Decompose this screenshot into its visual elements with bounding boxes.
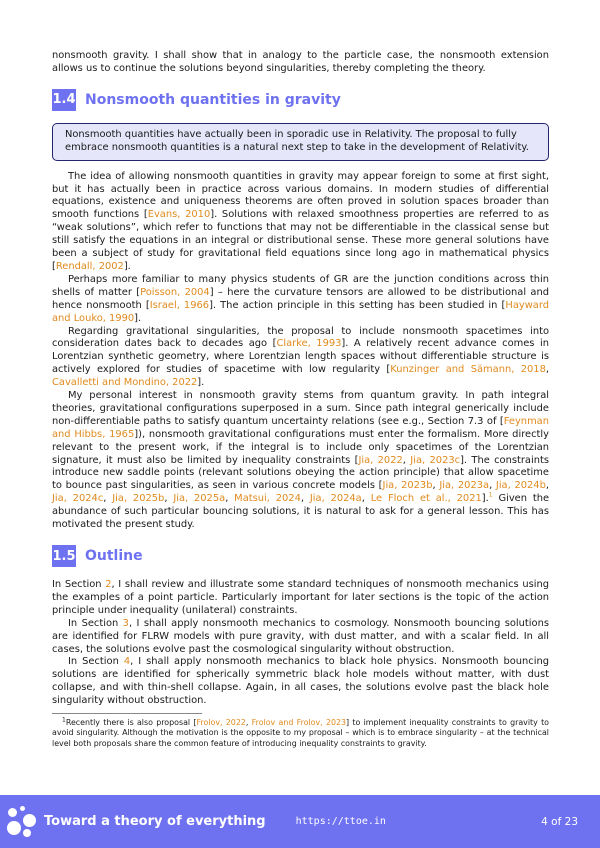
intro-paragraph: nonsmooth gravity. I shall show that in analogy to the particle case, the nonsmooth extension allows us to continue the solutions beyond singularities, thereby completing the theory. xyxy=(52,50,549,74)
outline-paragraph-section-4: In Section 4, I shall apply nonsmooth mechanics to black hole physics. Nonsmooth bouncing solutions are identified for spherically symmetric black hole models without matter, with dust collapse, and with thin-shell collapse. Again, in all cases, the solutions evolve past the black hole singularity without obstruction. xyxy=(52,656,550,707)
callout-text: Nonsmooth quantities have actually been in sporadic use in Relativity. The proposal to fully embrace nonsmooth quantities is a natural next step to take in the development of Relativity. xyxy=(65,128,529,153)
paragraph-singularities: Regarding gravitational singularities, the proposal to include nonsmooth spacetimes into consideration dates back to decades ago [Clarke, 1993]. A relatively recent advance comes in Lorentzian synthetic geometry, where Lorentzian length spaces without differentiable structure is actively explored for studies of spacetime with low regularity [Kunzinger and Sämann, 2018, Cavalletti and Mondino, 2022]. xyxy=(52,325,549,389)
paragraph-quantum-gravity: My personal interest in nonsmooth gravity stems from quantum gravity. In path integral theories, gravitational configurations superposed in a sum. Since path integral generically include non-differentiable paths to satisfy quantum uncertainty relations (see e.g., Section 7.3 of [Feynman and Hibbs, 1965]), nonsmooth gravitational configurations must enter the formalism. More directly relevant to the present work, if the integral is to include only spacetimes of the Lorentzian signature, it must also be limited by inequality constraints [Jia, 2022, Jia, 2023c]. The constraints introduce new saddle points (relevant solutions obeying the action principle) that allow spacetime to bounce past singularities, as seen in various concrete models [Jia, 2023b, Jia, 2023a, Jia, 2024b, Jia, 2024c, Jia, 2025b, Jia, 2025a, Matsui, 2024, Jia, 2024a, Le Floch et al., 2021].$^1$ Given the abundance of such particular bouncing solutions, it is natural to ask for a general lesson. This has motivated the present study. xyxy=(52,390,550,531)
citation-link[interactable]: Jia, 2024c xyxy=(52,493,104,505)
citation-link[interactable]: Hayward and Louko, 1990 xyxy=(52,299,550,324)
footnote-divider xyxy=(52,713,202,714)
citation-link[interactable]: Feynman and Hibbs, 1965 xyxy=(52,415,549,440)
section-heading-1-4 xyxy=(52,89,549,111)
callout-box xyxy=(52,123,549,161)
paragraph-junction-conditions: Perhaps more familiar to many physics students of GR are the junction conditions across thin shells of matter [Poisson, 2004] – here the curvature tensors are allowed to be distributional and hence nonsmooth [Israel, 1966]. The action principle in this setting has been studied in [Hayward and Louko, 1990]. xyxy=(52,273,550,324)
footnote: $^1$Recently there is also proposal [Frolov, 2022, Frolov and Frolov, 2023] to implement inequality constraints to gravity to avoid singularity. Although the motivation is the opposite to my proposal – which is to embrace singularity – at the technical level both proposals share the common feature of introducing inequality constraints to gravity. xyxy=(52,716,549,748)
page-content xyxy=(52,50,549,749)
citation-link[interactable]: Evans, 2010 xyxy=(147,209,211,221)
footnote-marker[interactable]: 1 xyxy=(488,491,493,499)
citation-link[interactable]: Jia, 2024b xyxy=(495,480,546,492)
section-title: Nonsmooth quantities in gravity xyxy=(85,91,341,108)
bubbles-logo-icon xyxy=(6,805,40,839)
citation-link[interactable]: Jia, 2024a xyxy=(309,493,362,505)
paragraph-weak-solutions: The idea of allowing nonsmooth quantities in gravity may appear foreign to some at first sight, but it has actually been in practice across various domains. In modern studies of differential equations, existence and uniqueness theorems are often proved in solution spaces broader than smooth functions [Evans, 2010]. Solutions with relaxed smoothness properties are referred to as “weak solutions”, which refer to functions that may not be differentiable in the classical sense but still satisfy the equations in an integral or distributional sense. These more general solutions have been a subject of study for gravitational field equations since long ago in mathematical physics [Rendall, 2002]. xyxy=(52,170,550,272)
footer-brand[interactable]: Toward a theory of everything xyxy=(44,814,266,829)
citation-link[interactable]: Jia, 2023c xyxy=(410,454,461,466)
citation-link[interactable]: Cavalletti and Mondino, 2022 xyxy=(52,377,198,389)
page-number: 4 of 23 xyxy=(541,815,578,828)
outline-paragraph-section-3: In Section 3, I shall apply nonsmooth mechanics to cosmology. Nonsmooth bouncing solutions are identified for FLRW models with pure gravity, with dust matter, and with a scalar field. In all cases, the solutions evolve past the cosmological singularity without obstruction. xyxy=(52,617,549,655)
citation-link[interactable]: Rendall, 2002 xyxy=(55,260,124,272)
citation-link[interactable]: Israel, 1966 xyxy=(149,299,210,311)
citation-link[interactable]: Frolov, 2022 xyxy=(196,718,246,728)
citation-link[interactable]: Jia, 2025a xyxy=(173,493,226,505)
citation-link[interactable]: Poisson, 2004 xyxy=(140,286,210,298)
section-number: 1.5 xyxy=(52,545,76,567)
section-heading-1-5 xyxy=(52,545,549,567)
citation-link[interactable]: Jia, 2022 xyxy=(358,454,403,466)
citation-link[interactable]: Kunzinger and Sämann, 2018 xyxy=(390,364,546,376)
citation-link[interactable]: Jia, 2023b xyxy=(382,480,433,492)
citation-link[interactable]: Clarke, 1993 xyxy=(276,338,342,350)
citation-link[interactable]: Frolov and Frolov, 2023 xyxy=(251,718,347,728)
citation-link[interactable]: Jia, 2023a xyxy=(439,480,490,492)
citation-link[interactable]: Jia, 2025b xyxy=(112,493,165,505)
section-title: Outline xyxy=(85,548,143,564)
section-number: 1.4 xyxy=(52,89,76,111)
citation-link[interactable]: Le Floch et al., 2021 xyxy=(370,493,482,505)
section-ref-link[interactable]: 4 xyxy=(123,656,131,668)
citation-link[interactable]: Matsui, 2024 xyxy=(234,493,301,505)
page-footer xyxy=(0,795,600,848)
outline-paragraph-section-2: In Section 2, I shall review and illustrate some standard techniques of nonsmooth mechanics using the examples of a point particle. Particularly important for later sections is the topic of the action principle under inequality (unilateral) constraints. xyxy=(52,579,549,616)
section-ref-link[interactable]: 2 xyxy=(105,579,112,590)
section-ref-link[interactable]: 3 xyxy=(122,617,129,629)
footer-url-link[interactable]: https://ttoe.in xyxy=(295,816,386,827)
